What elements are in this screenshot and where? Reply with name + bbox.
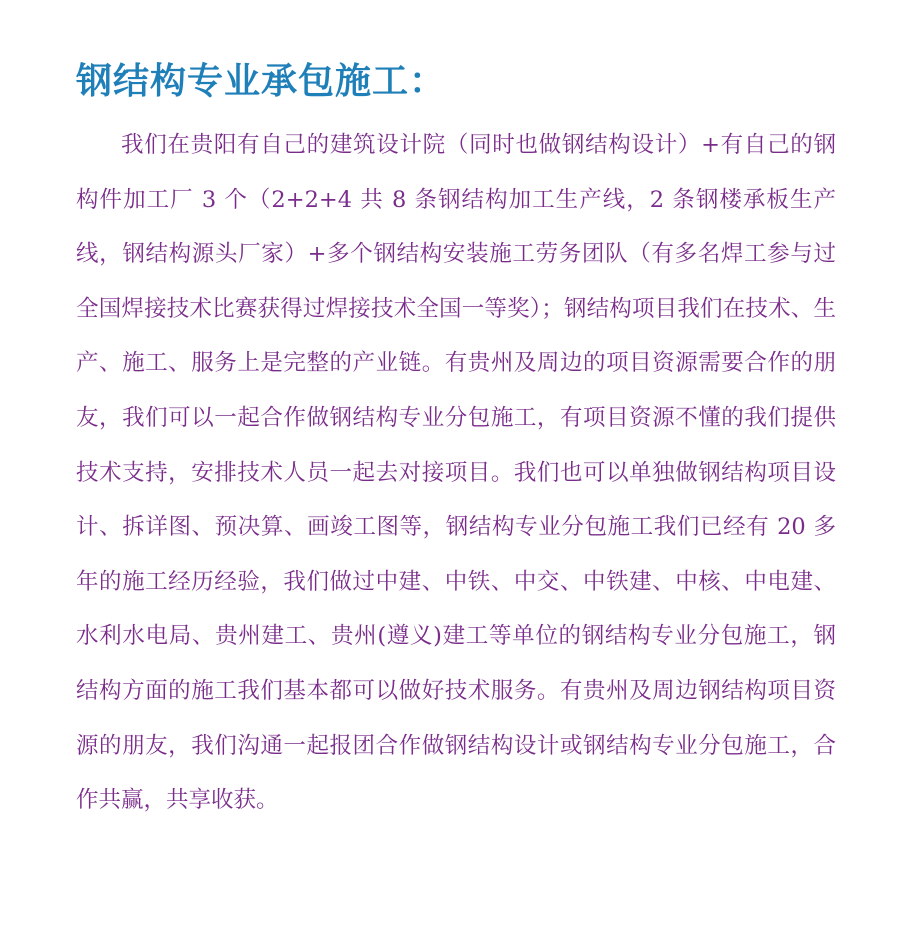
body-paragraph: 我们在贵阳有自己的建筑设计院（同时也做钢结构设计）+有自己的钢构件加工厂 3 个（2+2+4 共 8 条钢结构加工生产线，2 条钢楼承板生产线，钢结构源头厂家）+多个钢结构安装施工劳务团队（有多名焊工参与过全国焊接技术比赛获得过焊接技术全国一等奖）；钢结构项目我们在技术、生产、施工、服务上是完整的产业链。有贵州及周边的项目资源需要合作的朋友，我们可以一起合作做钢结构专业分包施工，有项目资源不懂的我们提供技术支持，安排技术人员一起去对接项目。我们也可以单独做钢结构项目设计、拆详图、预决算、画竣工图等，钢结构专业分包施工我们已经有 20 多年的施工经历经验，我们做过中建、中铁、中交、中铁建、中核、中电建、水利水电局、贵州建工、贵州(遵义)建工等单位的钢结构专业分包施工，钢结构方面的施工我们基本都可以做好技术服务。有贵州及周边钢结构项目资源的朋友，我们沟通一起报团合作做钢结构设计或钢结构专业分包施工，合作共赢，共享收获。 [76, 132, 836, 814]
section-heading: 钢结构专业承包施工： [76, 61, 447, 102]
